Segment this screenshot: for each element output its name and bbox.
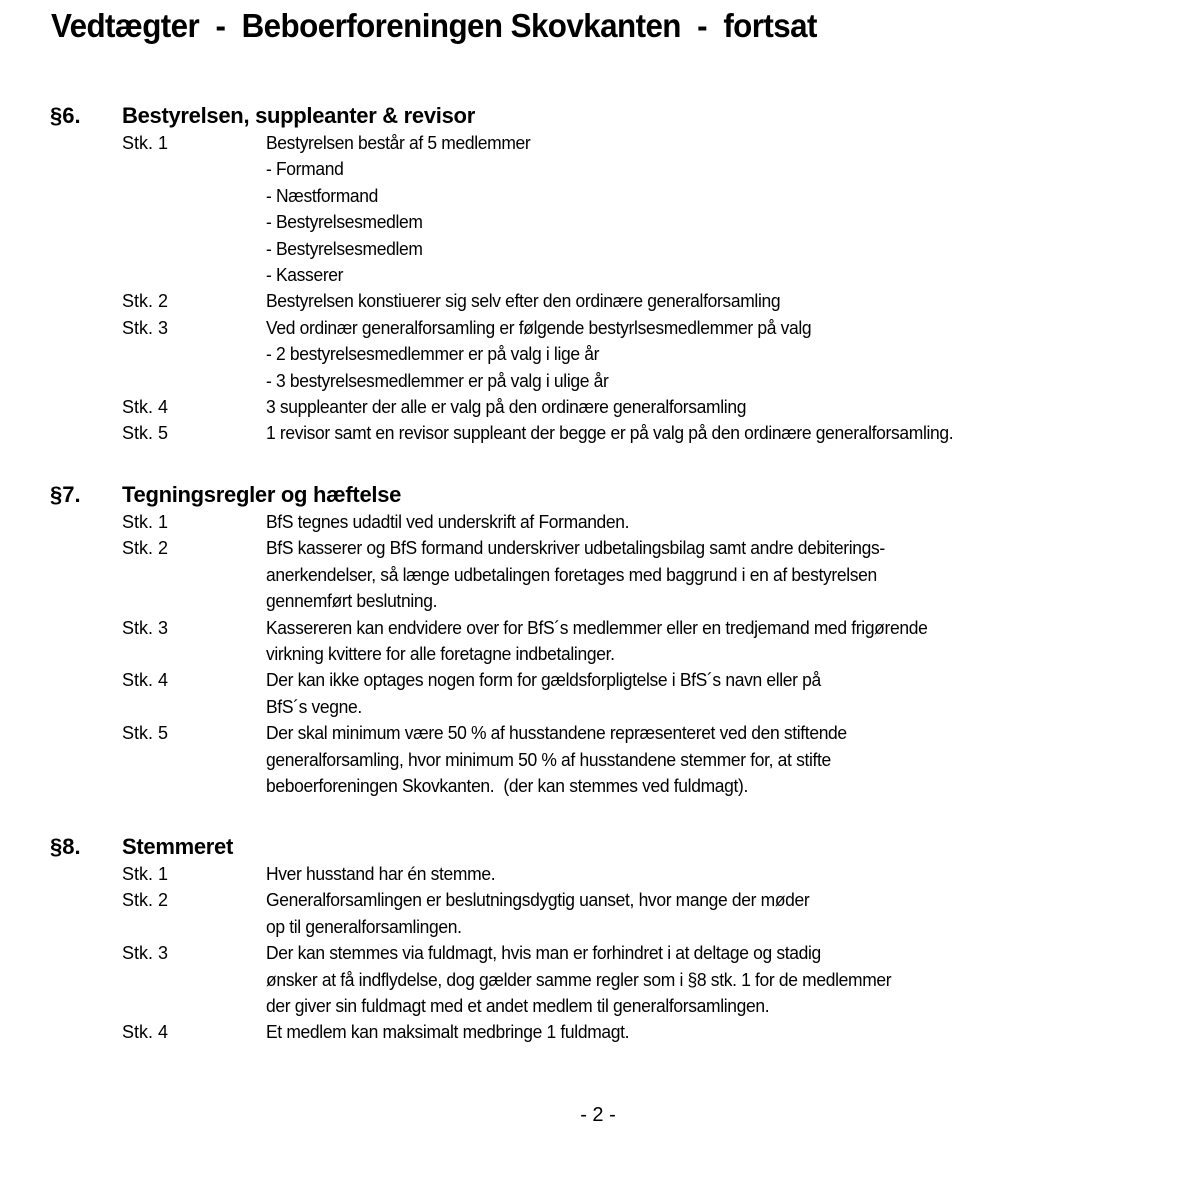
clause-stk-3 — [0, 940, 1196, 1019]
clause-text: BfS tegnes udadtil ved underskrift af Formanden. — [266, 512, 630, 532]
list-item: - Bestyrelsesmedlem — [266, 212, 423, 233]
clause-text: Et medlem kan maksimalt medbringe 1 fuldmagt. — [266, 1022, 630, 1043]
clause-text: Kassereren kan endvidere over for BfS´s medlemmer eller en tredjemand med frigørende — [266, 617, 928, 638]
clause-text: ønsker at få indflydelse, dog gælder samme regler som i §8 stk. 1 for de medlemmer — [266, 969, 892, 990]
clause-label: Stk. 1 — [122, 133, 169, 153]
clause-stk-1 — [0, 509, 1196, 535]
clause-text: Ved ordinær generalforsamling er følgende bestyrlsesmedlemmer på valg — [266, 317, 812, 338]
clause-stk-2 — [0, 887, 1196, 940]
clause-label: Stk. 4 — [122, 397, 169, 418]
page-title: Vedtægter - Beboerforeningen Skovkanten - fortsat — [51, 7, 817, 44]
list-item: - Næstformand — [266, 185, 379, 206]
clause-stk-1 — [0, 861, 1196, 887]
clause-text: 3 suppleanter der alle er valg på den ordinære generalforsamling — [266, 397, 747, 418]
clause-label: Stk. 1 — [122, 864, 169, 884]
clause-stk-1 — [0, 130, 1196, 288]
clause-label: Stk. 4 — [122, 670, 169, 691]
clause-stk-3 — [0, 615, 1196, 668]
clause-stk-5 — [0, 720, 1196, 799]
clause-text: Generalforsamlingen er beslutningsdygtig uanset, hvor mange der møder — [266, 890, 810, 911]
clause-text: der giver sin fuldmagt med et andet medlem til generalforsamlingen. — [266, 996, 770, 1017]
list-item: - 2 bestyrelsesmedlemmer er på valg i lige år — [266, 344, 600, 365]
page-number: - 2 - — [580, 1104, 616, 1126]
list-item: - Formand — [266, 159, 344, 180]
section-heading — [0, 102, 1196, 130]
list-item: - Bestyrelsesmedlem — [266, 238, 423, 259]
clause-label: Stk. 5 — [122, 723, 169, 744]
clause-text: op til generalforsamlingen. — [266, 916, 462, 937]
clause-text: BfS kasserer og BfS formand underskriver udbetalingsbilag samt andre debiterings- — [266, 538, 885, 559]
clause-text: Der kan stemmes via fuldmagt, hvis man er forhindret i at deltage og stadig — [266, 943, 821, 964]
section-7 — [0, 481, 1196, 799]
section-number: §6. — [50, 103, 81, 128]
section-8 — [0, 833, 1196, 1046]
list-item: - Kasserer — [266, 265, 344, 286]
clause-label: Stk. 2 — [122, 538, 169, 559]
section-title: Stemmeret — [122, 834, 234, 859]
clause-text: 1 revisor samt en revisor suppleant der begge er på valg på den ordinære generalforsamling. — [266, 423, 954, 444]
section-heading — [0, 833, 1196, 861]
clause-label: Stk. 2 — [122, 890, 169, 911]
section-heading — [0, 481, 1196, 509]
clause-text: gennemført beslutning. — [266, 591, 438, 612]
clause-text: generalforsamling, hvor minimum 50 % af husstandene stemmer for, at stifte — [266, 749, 831, 770]
clause-stk-5 — [0, 420, 1196, 446]
clause-text: Hver husstand har én stemme. — [266, 864, 496, 884]
section-title: Bestyrelsen, suppleanter & revisor — [122, 103, 475, 128]
clause-label: Stk. 3 — [122, 943, 169, 964]
section-number: §8. — [50, 834, 81, 859]
clause-text: BfS´s vegne. — [266, 696, 362, 717]
clause-stk-4 — [0, 667, 1196, 720]
clause-text: Der kan ikke optages nogen form for gældsforpligtelse i BfS´s navn eller på — [266, 670, 821, 691]
section-title: Tegningsregler og hæftelse — [122, 482, 402, 507]
section-number: §7. — [50, 482, 81, 507]
clause-stk-3 — [0, 315, 1196, 394]
section-6 — [0, 102, 1196, 447]
clause-stk-4 — [0, 1019, 1196, 1045]
list-item: - 3 bestyrelsesmedlemmer er på valg i ulige år — [266, 370, 609, 391]
clause-text: virkning kvittere for alle foretagne indbetalinger. — [266, 644, 615, 665]
clause-label: Stk. 3 — [122, 617, 169, 638]
clause-text: anerkendelser, så længe udbetalingen foretages med baggrund i en af bestyrelsen — [266, 564, 877, 585]
clause-label: Stk. 4 — [122, 1022, 169, 1043]
clause-label: Stk. 1 — [122, 512, 169, 532]
clause-label: Stk. 5 — [122, 423, 169, 444]
clause-stk-2 — [0, 535, 1196, 614]
clause-label: Stk. 2 — [122, 291, 169, 312]
clause-stk-2 — [0, 288, 1196, 314]
clause-text: Bestyrelsen konstiuerer sig selv efter den ordinære generalforsamling — [266, 291, 781, 312]
clause-stk-4 — [0, 394, 1196, 420]
clause-text: beboerforeningen Skovkanten. (der kan stemmes ved fuldmagt). — [266, 776, 749, 797]
clause-text: Bestyrelsen består af 5 medlemmer — [266, 133, 531, 153]
clause-text: Der skal minimum være 50 % af husstandene repræsenteret ved den stiftende — [266, 723, 847, 744]
clause-label: Stk. 3 — [122, 317, 169, 338]
